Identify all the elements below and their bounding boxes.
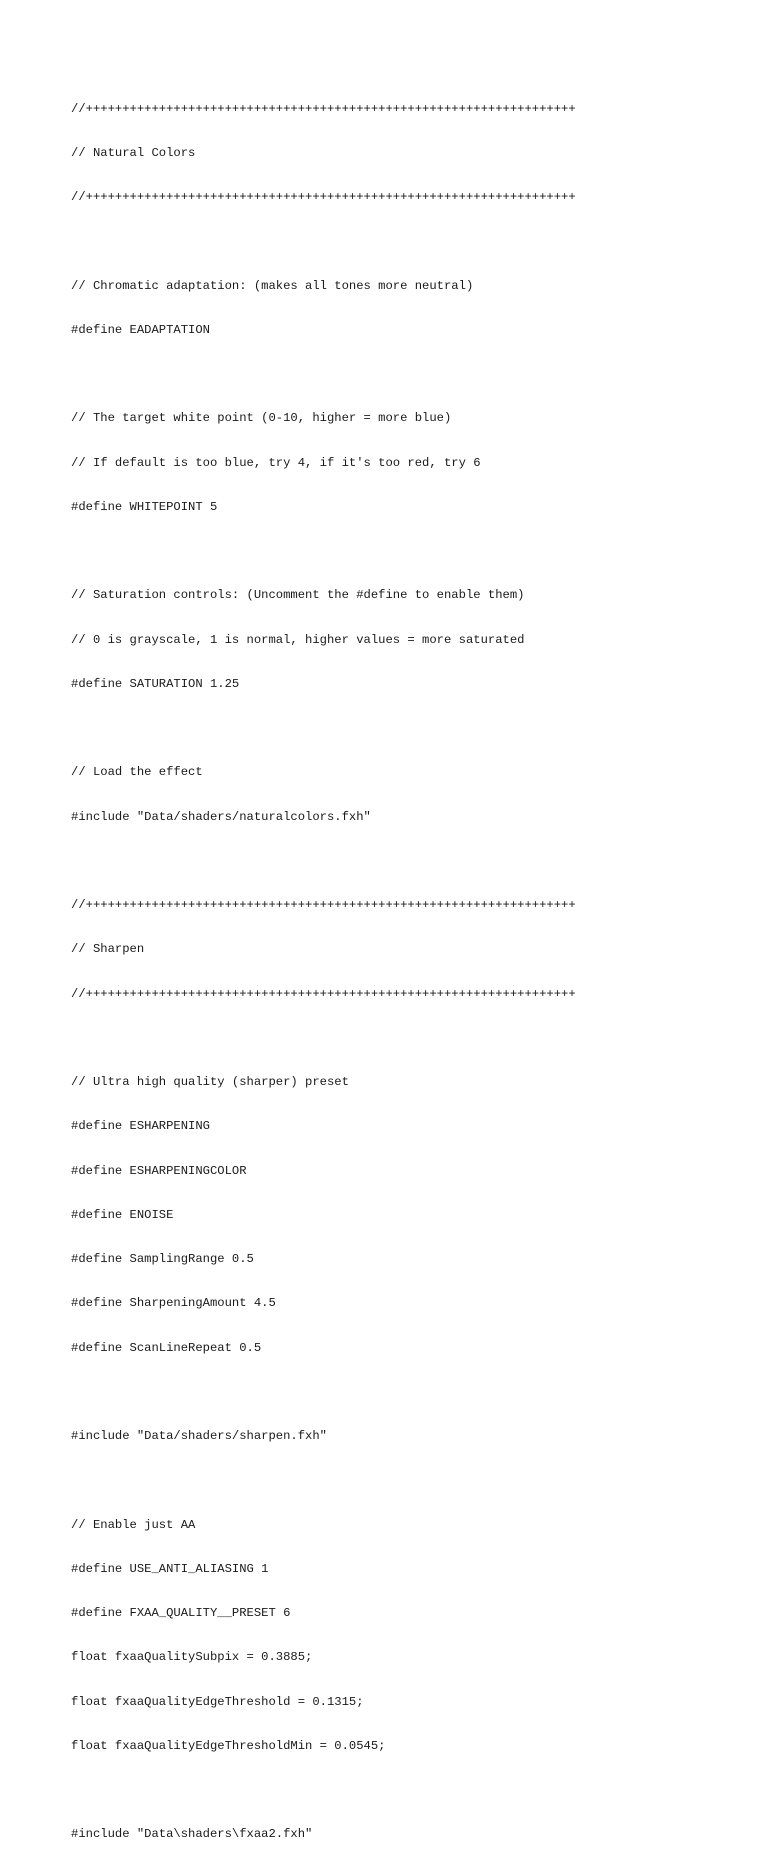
code-line: #define ScanLineRepeat 0.5 — [71, 1340, 262, 1355]
code-line — [71, 1783, 576, 1798]
code-line: // Natural Colors — [71, 145, 196, 160]
code-block — [71, 72, 576, 1872]
code-line — [71, 721, 576, 736]
code-line: #define USE_ANTI_ALIASING 1 — [71, 1561, 269, 1576]
code-line: #include "Data/shaders/naturalcolors.fxh" — [71, 809, 371, 824]
code-line: // Load the effect — [71, 765, 203, 780]
code-line — [71, 367, 576, 382]
code-line — [71, 854, 576, 869]
code-line: #define SamplingRange 0.5 — [71, 1252, 254, 1266]
code-line: float fxaaQualitySubpix = 0.3885; — [71, 1650, 313, 1665]
code-line: // Enable just AA — [71, 1517, 196, 1532]
code-line: float fxaaQualityEdgeThresholdMin = 0.0545; — [71, 1738, 386, 1753]
code-line: #define SharpeningAmount 4.5 — [71, 1296, 276, 1311]
code-line: #include "Data\shaders\fxaa2.fxh" — [71, 1827, 313, 1842]
code-line: #include "Data/shaders/sharpen.fxh" — [71, 1429, 327, 1443]
code-line: #define ESHARPENING — [71, 1119, 210, 1134]
code-line: // 0 is grayscale, 1 is normal, higher values = more saturated — [71, 632, 525, 647]
code-line: //+++++++++++++++++++++++++++++++++++++++++++++++++++++++++++++++++++ — [71, 898, 576, 912]
code-line: //+++++++++++++++++++++++++++++++++++++++++++++++++++++++++++++++++++ — [71, 986, 576, 1001]
code-line: #define ENOISE — [71, 1207, 174, 1222]
code-line — [71, 234, 576, 249]
code-line: // If default is too blue, try 4, if it's too red, try 6 — [71, 455, 481, 470]
code-line: // Sharpen — [71, 942, 145, 957]
code-line: #define WHITEPOINT 5 — [71, 499, 218, 514]
code-line: float fxaaQualityEdgeThreshold = 0.1315; — [71, 1694, 364, 1709]
code-line: #define EADAPTATION — [71, 322, 210, 337]
code-line: #define ESHARPENINGCOLOR — [71, 1163, 247, 1178]
code-line: #define FXAA_QUALITY__PRESET 6 — [71, 1606, 291, 1620]
code-line — [71, 544, 576, 559]
code-line: // Ultra high quality (sharper) preset — [71, 1075, 349, 1089]
code-line: //+++++++++++++++++++++++++++++++++++++++++++++++++++++++++++++++++++ — [71, 190, 576, 204]
code-line: // Chromatic adaptation: (makes all tones more neutral) — [71, 278, 474, 293]
code-line: // The target white point (0-10, higher = more blue) — [71, 411, 452, 426]
code-line: //+++++++++++++++++++++++++++++++++++++++++++++++++++++++++++++++++++ — [71, 101, 576, 116]
code-line — [71, 1385, 576, 1400]
code-line: #define SATURATION 1.25 — [71, 676, 240, 691]
code-line: // Saturation controls: (Uncomment the #define to enable them) — [71, 588, 525, 603]
code-line — [71, 1031, 576, 1046]
code-line — [71, 1473, 576, 1488]
